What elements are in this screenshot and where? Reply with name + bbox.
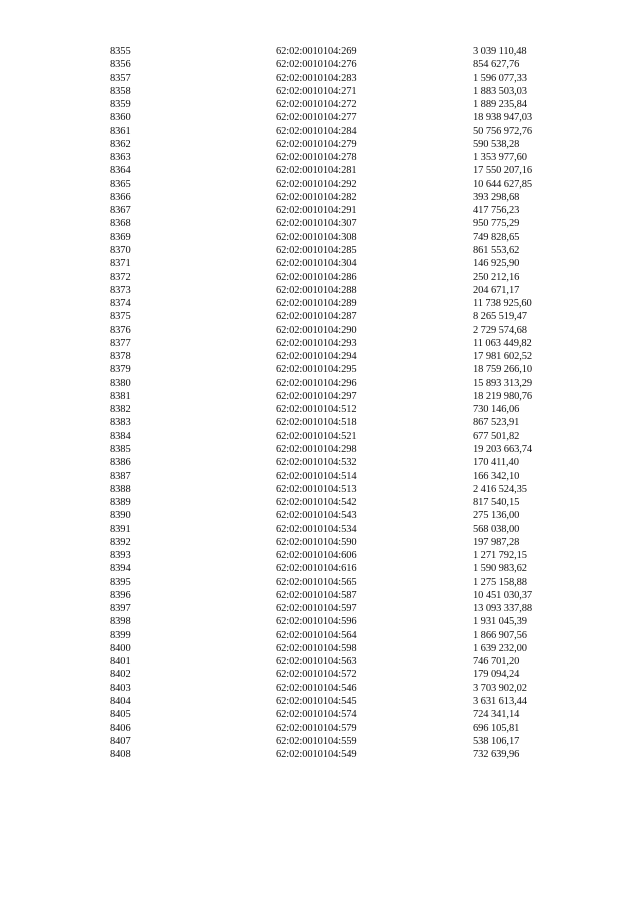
table-row <box>110 430 583 443</box>
cadastral-value: 730 146,06 <box>473 404 520 416</box>
table-row <box>110 191 583 204</box>
table-row <box>110 615 583 628</box>
table-row <box>110 98 583 111</box>
table-row <box>110 58 583 71</box>
table-row <box>110 271 583 284</box>
row-number: 8362 <box>110 138 131 150</box>
table-row <box>110 350 583 363</box>
cadastral-value: 50 756 972,76 <box>473 125 533 137</box>
row-number: 8390 <box>110 510 131 522</box>
table-row <box>110 284 583 297</box>
cadastral-number: 62:02:0010104:278 <box>276 152 357 164</box>
table-row <box>110 204 583 217</box>
row-number: 8357 <box>110 72 131 84</box>
cadastral-number: 62:02:0010104:291 <box>276 205 357 217</box>
cadastral-value: 18 219 980,76 <box>473 390 533 402</box>
table-row <box>110 523 583 536</box>
row-number: 8389 <box>110 497 131 509</box>
row-number: 8373 <box>110 284 131 296</box>
cadastral-number: 62:02:0010104:572 <box>276 669 357 681</box>
cadastral-value: 1 275 158,88 <box>473 576 527 588</box>
cadastral-value: 854 627,76 <box>473 59 520 71</box>
row-number: 8356 <box>110 59 131 71</box>
cadastral-number: 62:02:0010104:564 <box>276 629 357 641</box>
row-number: 8359 <box>110 99 131 111</box>
table-row <box>110 217 583 230</box>
table-row <box>110 722 583 735</box>
cadastral-value: 197 987,28 <box>473 536 520 548</box>
table-row <box>110 470 583 483</box>
cadastral-value: 1 931 045,39 <box>473 616 527 628</box>
cadastral-number: 62:02:0010104:606 <box>276 550 357 562</box>
cadastral-number: 62:02:0010104:283 <box>276 72 357 84</box>
table-row <box>110 483 583 496</box>
cadastral-value: 18 938 947,03 <box>473 112 533 124</box>
cadastral-value: 590 538,28 <box>473 138 520 150</box>
cadastral-number: 62:02:0010104:307 <box>276 218 357 230</box>
cadastral-value: 2 416 524,35 <box>473 483 527 495</box>
cadastral-number: 62:02:0010104:559 <box>276 735 357 747</box>
cadastral-value: 861 553,62 <box>473 244 520 256</box>
cadastral-number: 62:02:0010104:598 <box>276 642 357 654</box>
row-number: 8384 <box>110 430 131 442</box>
table-row <box>110 496 583 509</box>
cadastral-value: 732 639,96 <box>473 749 520 761</box>
cadastral-value: 18 759 266,10 <box>473 364 533 376</box>
cadastral-value: 746 701,20 <box>473 656 520 668</box>
cadastral-value: 19 203 663,74 <box>473 443 533 455</box>
row-number: 8382 <box>110 404 131 416</box>
cadastral-value: 1 271 792,15 <box>473 550 527 562</box>
row-number: 8370 <box>110 244 131 256</box>
row-number: 8403 <box>110 682 131 694</box>
cadastral-number: 62:02:0010104:272 <box>276 99 357 111</box>
row-number: 8381 <box>110 390 131 402</box>
cadastral-number: 62:02:0010104:543 <box>276 510 357 522</box>
row-number: 8360 <box>110 112 131 124</box>
table-row <box>110 629 583 642</box>
cadastral-value: 696 105,81 <box>473 722 520 734</box>
table-row <box>110 324 583 337</box>
cadastral-value: 867 523,91 <box>473 417 520 429</box>
table-body <box>110 45 583 761</box>
cadastral-number: 62:02:0010104:295 <box>276 364 357 376</box>
table-row <box>110 310 583 323</box>
row-number: 8364 <box>110 165 131 177</box>
table-row <box>110 655 583 668</box>
cadastral-value: 2 729 574,68 <box>473 324 527 336</box>
row-number: 8371 <box>110 258 131 270</box>
cadastral-value: 10 451 030,37 <box>473 589 533 601</box>
table-row <box>110 178 583 191</box>
cadastral-number: 62:02:0010104:285 <box>276 244 357 256</box>
row-number: 8402 <box>110 669 131 681</box>
row-number: 8399 <box>110 629 131 641</box>
table-row <box>110 735 583 748</box>
cadastral-number: 62:02:0010104:293 <box>276 337 357 349</box>
row-number: 8380 <box>110 377 131 389</box>
cadastral-number: 62:02:0010104:286 <box>276 271 357 283</box>
cadastral-number: 62:02:0010104:549 <box>276 749 357 761</box>
table-row <box>110 363 583 376</box>
row-number: 8395 <box>110 576 131 588</box>
cadastral-number: 62:02:0010104:565 <box>276 576 357 588</box>
table-row <box>110 125 583 138</box>
table-row <box>110 549 583 562</box>
cadastral-number: 62:02:0010104:596 <box>276 616 357 628</box>
cadastral-value: 1 639 232,00 <box>473 642 527 654</box>
table-row <box>110 642 583 655</box>
cadastral-value: 170 411,40 <box>473 457 519 469</box>
row-number: 8385 <box>110 443 131 455</box>
row-number: 8400 <box>110 642 131 654</box>
table-row <box>110 403 583 416</box>
table-row <box>110 85 583 98</box>
row-number: 8398 <box>110 616 131 628</box>
table-row <box>110 337 583 350</box>
cadastral-number: 62:02:0010104:574 <box>276 709 357 721</box>
cadastral-value: 166 342,10 <box>473 470 520 482</box>
row-number: 8355 <box>110 46 131 57</box>
row-number: 8365 <box>110 178 131 190</box>
table-row <box>110 576 583 589</box>
cadastral-value: 417 756,23 <box>473 205 520 217</box>
cadastral-number: 62:02:0010104:298 <box>276 443 357 455</box>
table-row <box>110 682 583 695</box>
cadastral-number: 62:02:0010104:514 <box>276 470 357 482</box>
table-row <box>110 377 583 390</box>
row-number: 8406 <box>110 722 131 734</box>
cadastral-number: 62:02:0010104:587 <box>276 589 357 601</box>
cadastral-value-table <box>110 45 583 761</box>
cadastral-number: 62:02:0010104:308 <box>276 231 357 243</box>
row-number: 8393 <box>110 550 131 562</box>
cadastral-value: 817 540,15 <box>473 497 520 509</box>
cadastral-value: 275 136,00 <box>473 510 520 522</box>
table-row <box>110 562 583 575</box>
cadastral-number: 62:02:0010104:296 <box>276 377 357 389</box>
cadastral-number: 62:02:0010104:512 <box>276 404 357 416</box>
cadastral-value: 11 063 449,82 <box>473 337 532 349</box>
row-number: 8379 <box>110 364 131 376</box>
table-row <box>110 297 583 310</box>
cadastral-value: 1 883 503,03 <box>473 85 527 97</box>
table-row <box>110 416 583 429</box>
row-number: 8407 <box>110 735 131 747</box>
cadastral-value: 568 038,00 <box>473 523 520 535</box>
row-number: 8366 <box>110 191 131 203</box>
table-row <box>110 708 583 721</box>
table-row <box>110 748 583 761</box>
row-number: 8377 <box>110 337 131 349</box>
table-row <box>110 257 583 270</box>
table-row <box>110 111 583 124</box>
cadastral-number: 62:02:0010104:271 <box>276 85 357 97</box>
row-number: 8367 <box>110 205 131 217</box>
cadastral-value: 538 106,17 <box>473 735 520 747</box>
cadastral-value: 749 828,65 <box>473 231 520 243</box>
table-row <box>110 244 583 257</box>
cadastral-number: 62:02:0010104:279 <box>276 138 357 150</box>
row-number: 8387 <box>110 470 131 482</box>
cadastral-number: 62:02:0010104:269 <box>276 46 357 57</box>
table-row <box>110 602 583 615</box>
row-number: 8408 <box>110 749 131 761</box>
cadastral-value: 1 596 077,33 <box>473 72 527 84</box>
table-row <box>110 589 583 602</box>
table-row <box>110 72 583 85</box>
cadastral-number: 62:02:0010104:284 <box>276 125 357 137</box>
cadastral-value: 3 703 902,02 <box>473 682 527 694</box>
cadastral-number: 62:02:0010104:534 <box>276 523 357 535</box>
cadastral-number: 62:02:0010104:518 <box>276 417 357 429</box>
cadastral-number: 62:02:0010104:287 <box>276 311 357 323</box>
cadastral-value: 950 775,29 <box>473 218 520 230</box>
cadastral-number: 62:02:0010104:546 <box>276 682 357 694</box>
row-number: 8388 <box>110 483 131 495</box>
row-number: 8391 <box>110 523 131 535</box>
cadastral-number: 62:02:0010104:289 <box>276 298 357 310</box>
table-row <box>110 443 583 456</box>
cadastral-value: 179 094,24 <box>473 669 520 681</box>
cadastral-number: 62:02:0010104:521 <box>276 430 357 442</box>
table-row <box>110 695 583 708</box>
row-number: 8405 <box>110 709 131 721</box>
row-number: 8401 <box>110 656 131 668</box>
cadastral-number: 62:02:0010104:297 <box>276 390 357 402</box>
cadastral-number: 62:02:0010104:276 <box>276 59 357 71</box>
cadastral-value: 724 341,14 <box>473 709 520 721</box>
cadastral-number: 62:02:0010104:563 <box>276 656 357 668</box>
cadastral-number: 62:02:0010104:545 <box>276 696 357 708</box>
row-number: 8374 <box>110 298 131 310</box>
cadastral-number: 62:02:0010104:513 <box>276 483 357 495</box>
cadastral-number: 62:02:0010104:282 <box>276 191 357 203</box>
row-number: 8397 <box>110 603 131 615</box>
cadastral-value: 3 631 613,44 <box>473 696 527 708</box>
row-number: 8394 <box>110 563 131 575</box>
cadastral-value: 1 590 983,62 <box>473 563 527 575</box>
cadastral-number: 62:02:0010104:277 <box>276 112 357 124</box>
table-row <box>110 456 583 469</box>
table-row <box>110 151 583 164</box>
table-row <box>110 45 583 58</box>
cadastral-number: 62:02:0010104:579 <box>276 722 357 734</box>
cadastral-value: 8 265 519,47 <box>473 311 527 323</box>
cadastral-value: 1 866 907,56 <box>473 629 527 641</box>
cadastral-value: 204 671,17 <box>473 284 520 296</box>
cadastral-value: 1 353 977,60 <box>473 152 527 164</box>
row-number: 8363 <box>110 152 131 164</box>
cadastral-value: 250 212,16 <box>473 271 520 283</box>
cadastral-number: 62:02:0010104:281 <box>276 165 357 177</box>
cadastral-value: 17 550 207,16 <box>473 165 533 177</box>
row-number: 8396 <box>110 589 131 601</box>
cadastral-value: 146 925,90 <box>473 258 520 270</box>
table-row <box>110 164 583 177</box>
cadastral-value: 393 298,68 <box>473 191 520 203</box>
row-number: 8378 <box>110 351 131 363</box>
row-number: 8372 <box>110 271 131 283</box>
row-number: 8386 <box>110 457 131 469</box>
table-row <box>110 231 583 244</box>
cadastral-value: 17 981 602,52 <box>473 351 533 363</box>
row-number: 8368 <box>110 218 131 230</box>
table-row <box>110 668 583 681</box>
table-row <box>110 509 583 522</box>
cadastral-value: 677 501,82 <box>473 430 520 442</box>
row-number: 8392 <box>110 536 131 548</box>
cadastral-number: 62:02:0010104:288 <box>276 284 357 296</box>
cadastral-number: 62:02:0010104:290 <box>276 324 357 336</box>
row-number: 8383 <box>110 417 131 429</box>
table-row <box>110 536 583 549</box>
row-number: 8376 <box>110 324 131 336</box>
table-row <box>110 390 583 403</box>
cadastral-value: 1 889 235,84 <box>473 99 527 111</box>
cadastral-number: 62:02:0010104:597 <box>276 603 357 615</box>
row-number: 8358 <box>110 85 131 97</box>
row-number: 8404 <box>110 696 131 708</box>
row-number: 8361 <box>110 125 131 137</box>
cadastral-number: 62:02:0010104:590 <box>276 536 357 548</box>
cadastral-number: 62:02:0010104:304 <box>276 258 357 270</box>
cadastral-value: 13 093 337,88 <box>473 603 533 615</box>
cadastral-number: 62:02:0010104:616 <box>276 563 357 575</box>
cadastral-value: 3 039 110,48 <box>473 46 527 57</box>
cadastral-value: 10 644 627,85 <box>473 178 533 190</box>
cadastral-number: 62:02:0010104:532 <box>276 457 357 469</box>
row-number: 8369 <box>110 231 131 243</box>
cadastral-value: 11 738 925,60 <box>473 298 532 310</box>
table-row <box>110 138 583 151</box>
cadastral-number: 62:02:0010104:542 <box>276 497 357 509</box>
cadastral-number: 62:02:0010104:292 <box>276 178 357 190</box>
row-number: 8375 <box>110 311 131 323</box>
cadastral-value: 15 893 313,29 <box>473 377 533 389</box>
cadastral-number: 62:02:0010104:294 <box>276 351 357 363</box>
